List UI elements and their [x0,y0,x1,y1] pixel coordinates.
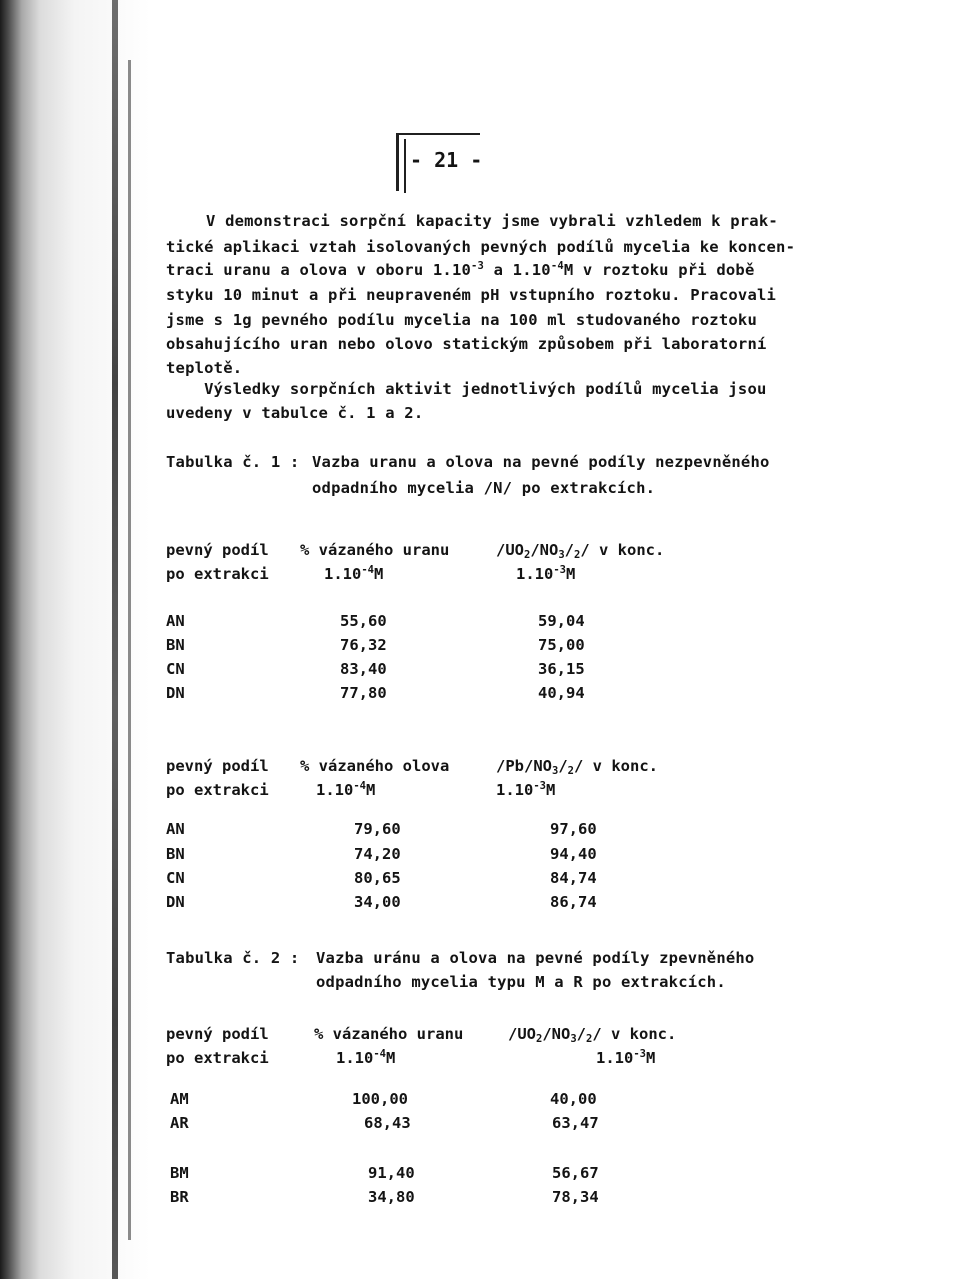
row-label: DN [166,893,185,911]
results-line: uvedeny v tabulce č. 1 a 2. [166,404,424,422]
row-percent: 55,60 [340,612,387,630]
intro-line: tické aplikaci vztah isolovaných pevných podílů mycelia ke koncen- [166,238,796,256]
row-percent: 100,00 [352,1090,408,1108]
row-label: CN [166,660,185,678]
col-header-percent: % vázaného uranu [314,1025,464,1043]
col-header-percent-unit: $1.10^{-4}M$ [316,780,376,799]
row-percent: 80,65 [354,869,401,887]
row-concentration: 63,47 [552,1114,599,1132]
col-header-concentration: $/UO_2/NO_3/_2/$ v konc. [496,541,665,561]
row-label: DN [166,684,185,702]
row-percent: 34,00 [354,893,401,911]
row-label: BM [170,1164,189,1182]
row-label: BR [170,1188,189,1206]
row-label: AM [170,1090,189,1108]
row-concentration: 78,34 [552,1188,599,1206]
col-header-percent: % vázaného olova [300,757,450,775]
row-label: AN [166,612,185,630]
row-percent: 34,80 [368,1188,415,1206]
row-label: AN [166,820,185,838]
col-header-percent-unit: $1.10^{-4}M$ [336,1048,396,1067]
row-concentration: 86,74 [550,893,597,911]
results-line: Výsledky sorpčních aktivit jednotlivých podílů mycelia jsou [166,380,767,398]
intro-line: traci uranu a olova v oboru $1.10^{-3}$ a $1.10^{-4}M$ v roztoku při době [166,260,755,279]
col-header-concentration-unit: $1.10^{-3}M$ [496,780,556,799]
row-concentration: 59,04 [538,612,585,630]
col-header-fraction: pevný podíl [166,541,269,559]
row-concentration: 84,74 [550,869,597,887]
binding-edge [112,0,118,1279]
col-header-concentration: $/Pb/NO_3/_2/$ v konc. [496,757,658,777]
binding-edge-line [128,60,131,1240]
row-percent: 77,80 [340,684,387,702]
col-header-fraction: po extrakci [166,565,269,583]
row-label: AR [170,1114,189,1132]
col-header-concentration: $/UO_2/NO_3/_2/$ v konc. [508,1025,677,1045]
col-header-percent-unit: $1.10^{-4}M$ [324,564,384,583]
row-percent: 91,40 [368,1164,415,1182]
col-header-fraction: pevný podíl [166,757,269,775]
col-header-concentration-unit: $1.10^{-3}M$ [596,1048,656,1067]
col-header-fraction: po extrakci [166,781,269,799]
table2-caption-line: Vazba uránu a olova na pevné podíly zpevněného [316,949,755,967]
row-concentration: 40,94 [538,684,585,702]
row-concentration: 36,15 [538,660,585,678]
col-header-fraction: pevný podíl [166,1025,269,1043]
table2-caption-line: odpadního mycelia typu M a R po extrakcích. [316,973,726,991]
table1-caption-line: Vazba uranu a olova na pevné podíly nezpevněného [312,453,770,471]
col-header-fraction: po extrakci [166,1049,269,1067]
col-header-percent: % vázaného uranu [300,541,450,559]
intro-line: V demonstraci sorpční kapacity jsme vybrali vzhledem k prak- [206,212,778,230]
row-concentration: 40,00 [550,1090,597,1108]
row-percent: 79,60 [354,820,401,838]
intro-line: teplotě. [166,359,243,377]
row-concentration: 56,67 [552,1164,599,1182]
row-concentration: 97,60 [550,820,597,838]
row-label: BN [166,845,185,863]
row-percent: 68,43 [364,1114,411,1132]
table2-label: Tabulka č. 2 : [166,949,300,967]
row-concentration: 94,40 [550,845,597,863]
table1-caption-line: odpadního mycelia /N/ po extrakcích. [312,479,656,497]
intro-line: obsahujícího uran nebo olovo statickým způsobem při laboratorní [166,335,767,353]
table1-label: Tabulka č. 1 : [166,453,300,471]
row-concentration: 75,00 [538,636,585,654]
row-percent: 74,20 [354,845,401,863]
row-percent: 76,32 [340,636,387,654]
row-percent: 83,40 [340,660,387,678]
page-number: - 21 - [410,148,483,172]
row-label: CN [166,869,185,887]
row-label: BN [166,636,185,654]
intro-line: styku 10 minut a při neupraveném pH vstupního roztoku. Pracovali [166,286,777,304]
intro-line: jsme s 1g pevného podílu mycelia na 100 ml studovaného roztoku [166,311,757,329]
col-header-concentration-unit: $1.10^{-3}M$ [516,564,576,583]
